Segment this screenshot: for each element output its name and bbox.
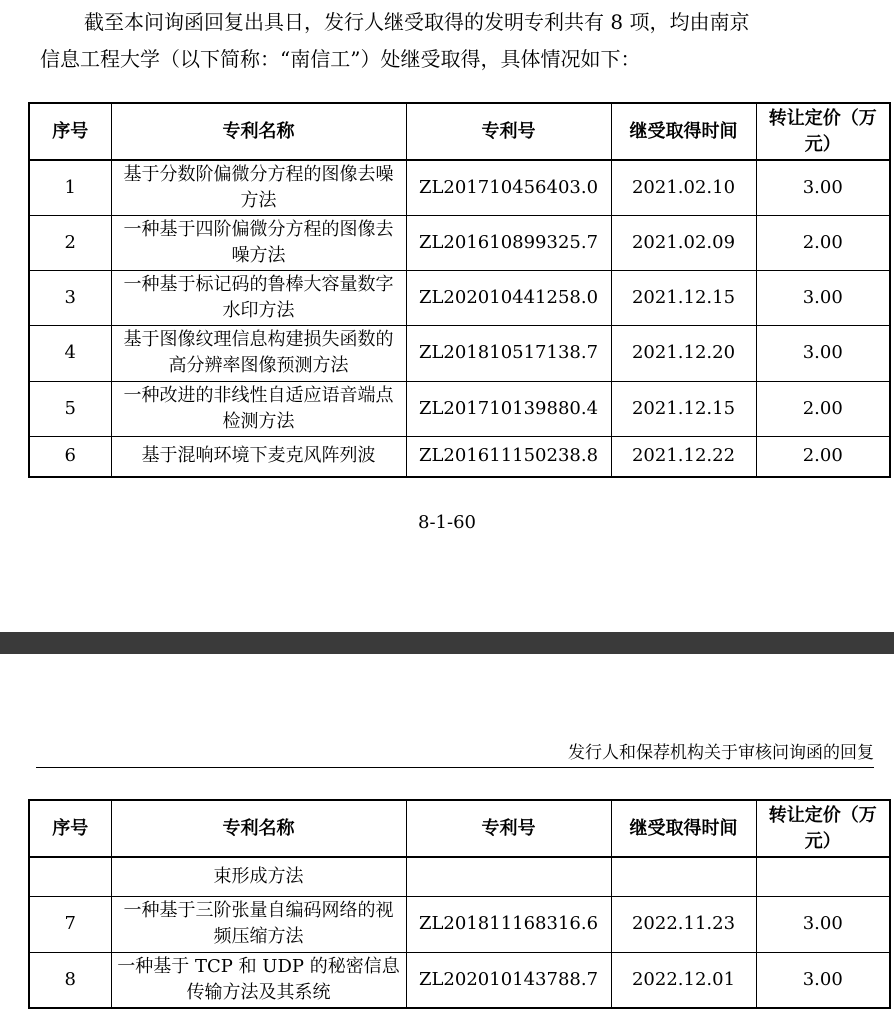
- cell-patent-no: ZL201610899325.7: [406, 215, 611, 270]
- page-separator-band: [0, 632, 894, 654]
- table-row: [29, 160, 890, 215]
- cell-price: 3.00: [756, 160, 890, 215]
- intro-line-1: 截至本问询函回复出具日，发行人继受取得的发明专利共有 8 项，均由南京: [84, 10, 750, 34]
- cell-patent-no: ZL201810517138.7: [406, 325, 611, 381]
- cell-name: 基于图像纹理信息构建损失函数的高分辨率图像预测方法: [111, 325, 406, 381]
- cell-patent-no: ZL201611150238.8: [406, 436, 611, 477]
- header-time: 继受取得时间: [611, 800, 756, 857]
- cell-time: 2021.02.09: [611, 215, 756, 270]
- header-patent-no: 专利号: [406, 103, 611, 160]
- cell-no: [29, 857, 111, 896]
- patent-table-1: [28, 102, 891, 478]
- cell-patent-no: ZL202010143788.7: [406, 952, 611, 1008]
- cell-no: 8: [29, 952, 111, 1008]
- cell-no: 3: [29, 270, 111, 325]
- cell-name: 束形成方法: [111, 857, 406, 896]
- cell-no: 4: [29, 325, 111, 381]
- page-number: 8-1-60: [418, 512, 476, 533]
- table-row: [29, 381, 890, 436]
- running-header: 发行人和保荐机构关于审核问询函的回复: [36, 738, 874, 768]
- cell-patent-no: ZL201710456403.0: [406, 160, 611, 215]
- table-row: [29, 215, 890, 270]
- cell-time: 2021.12.15: [611, 381, 756, 436]
- table-row: [29, 270, 890, 325]
- header-price: 转让定价（万元）: [756, 800, 890, 857]
- cell-no: 6: [29, 436, 111, 477]
- cell-price: 2.00: [756, 436, 890, 477]
- cell-name: 一种基于 TCP 和 UDP 的秘密信息传输方法及其系统: [111, 952, 406, 1008]
- cell-patent-no: ZL201710139880.4: [406, 381, 611, 436]
- header-patent-no: 专利号: [406, 800, 611, 857]
- header-name: 专利名称: [111, 103, 406, 160]
- cell-name: 一种改进的非线性自适应语音端点检测方法: [111, 381, 406, 436]
- header-no: 序号: [29, 800, 111, 857]
- cell-price: 2.00: [756, 215, 890, 270]
- cell-price: 2.00: [756, 381, 890, 436]
- cell-no: 2: [29, 215, 111, 270]
- intro-line-2: 信息工程大学（以下简称：“南信工”）处继受取得，具体情况如下：: [40, 47, 641, 71]
- intro-paragraph: [40, 4, 886, 78]
- cell-name: 基于混响环境下麦克风阵列波: [111, 436, 406, 477]
- table-row: [29, 436, 890, 477]
- cell-patent-no: [406, 857, 611, 896]
- table-row: [29, 952, 890, 1008]
- cell-name: 基于分数阶偏微分方程的图像去噪方法: [111, 160, 406, 215]
- header-time: 继受取得时间: [611, 103, 756, 160]
- header-no: 序号: [29, 103, 111, 160]
- cell-patent-no: ZL201811168316.6: [406, 896, 611, 952]
- cell-no: 1: [29, 160, 111, 215]
- table-row: [29, 325, 890, 381]
- cell-time: 2021.12.20: [611, 325, 756, 381]
- cell-price: 3.00: [756, 270, 890, 325]
- cell-name: 一种基于四阶偏微分方程的图像去噪方法: [111, 215, 406, 270]
- cell-time: [611, 857, 756, 896]
- header-price: 转让定价（万元）: [756, 103, 890, 160]
- cell-price: 3.00: [756, 952, 890, 1008]
- table-header-row: [29, 800, 890, 857]
- cell-name: 一种基于标记码的鲁棒大容量数字水印方法: [111, 270, 406, 325]
- cell-time: 2021.12.22: [611, 436, 756, 477]
- table-header-row: [29, 103, 890, 160]
- cell-price: [756, 857, 890, 896]
- table-1-body: [29, 160, 890, 477]
- cell-price: 3.00: [756, 325, 890, 381]
- cell-time: 2021.12.15: [611, 270, 756, 325]
- cell-time: 2022.11.23: [611, 896, 756, 952]
- cell-patent-no: ZL202010441258.0: [406, 270, 611, 325]
- cell-no: 7: [29, 896, 111, 952]
- cell-no: 5: [29, 381, 111, 436]
- cell-price: 3.00: [756, 896, 890, 952]
- cell-name: 一种基于三阶张量自编码网络的视频压缩方法: [111, 896, 406, 952]
- cell-time: 2021.02.10: [611, 160, 756, 215]
- header-name: 专利名称: [111, 800, 406, 857]
- cell-time: 2022.12.01: [611, 952, 756, 1008]
- table-row: [29, 857, 890, 896]
- patent-table-2: [28, 799, 891, 1009]
- table-row: [29, 896, 890, 952]
- table-2-body: [29, 857, 890, 1008]
